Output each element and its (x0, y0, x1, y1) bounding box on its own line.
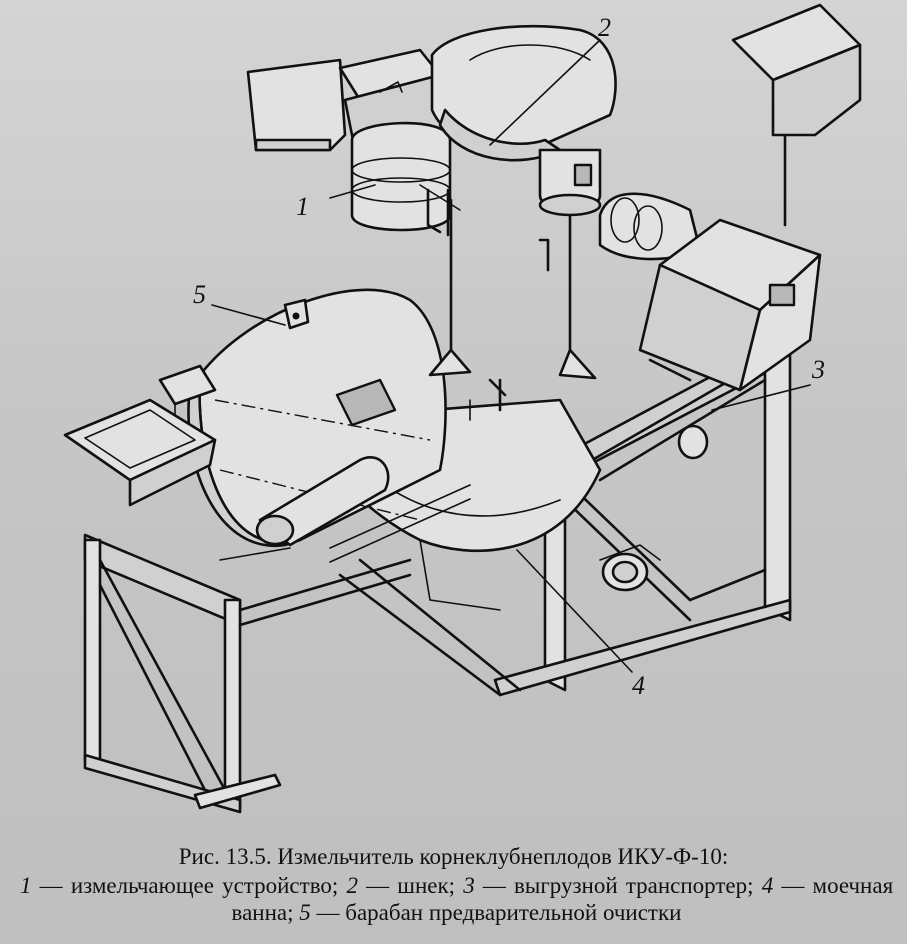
legend-num-1: 1 (20, 873, 32, 898)
legend-num-3: 3 (463, 873, 475, 898)
caption-title: Рис. 13.5. Измельчитель корнеклубнеплодов ИКУ-Ф-10: (178, 844, 729, 869)
legend-dash-3: — (482, 873, 506, 898)
legend-dash-1: — (39, 873, 63, 898)
legend-num-2: 2 (346, 873, 358, 898)
legend-dash-2: — (366, 873, 390, 898)
callout-4: 4 (632, 671, 645, 700)
shredding-device (248, 50, 460, 235)
caption-legend (0, 872, 907, 926)
legend-dash-4: — (781, 873, 805, 898)
callout-1: 1 (296, 192, 309, 221)
legend-text-2: шнек; (397, 873, 456, 898)
legend-text-4: моечная ванна; (231, 873, 894, 925)
legend-dash-5: — (316, 900, 340, 925)
callout-3: 3 (812, 355, 825, 384)
callout-2: 2 (598, 13, 611, 42)
callout-5: 5 (193, 280, 206, 309)
control-panel (733, 5, 860, 225)
left-support-frame (85, 535, 410, 812)
legend-num-4: 4 (761, 873, 774, 898)
figure-caption (0, 843, 907, 926)
screw-auger (430, 26, 616, 410)
legend-text-3: выгрузной транспортер; (514, 873, 754, 898)
legend-num-5: 5 (299, 900, 311, 925)
legend-text-5: барабан предварительной очистки (345, 900, 682, 925)
legend-text-1: измельчающее устройство; (70, 873, 339, 898)
